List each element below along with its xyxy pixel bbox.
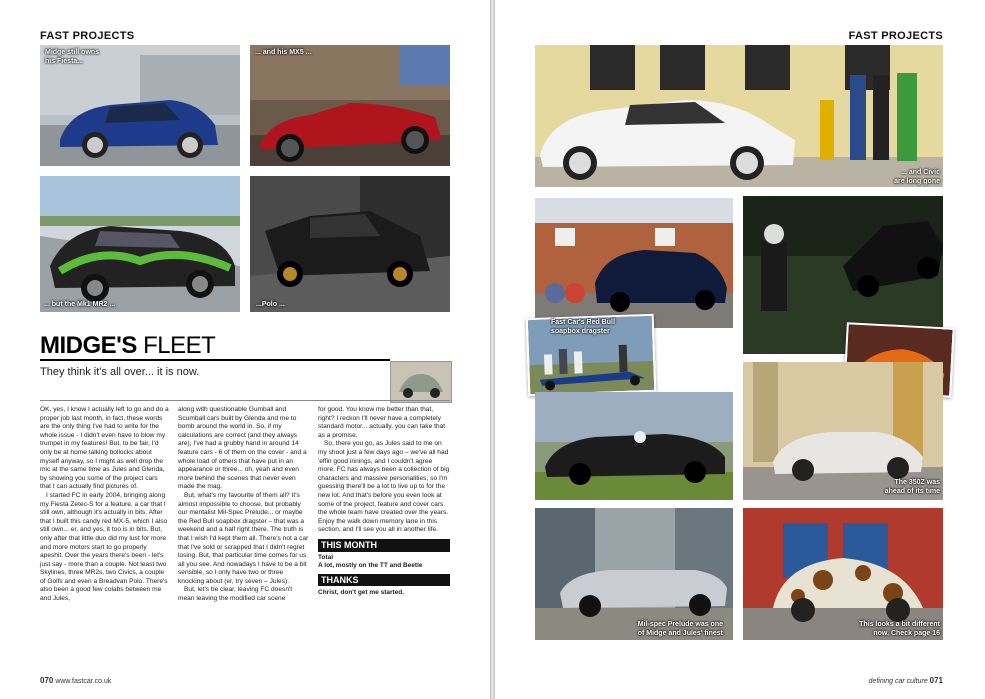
350z-caption: The 350Z was ahead of its time <box>884 479 940 495</box>
beetle-caption: This looks a bit different now. Check page 16 <box>859 621 940 637</box>
page-number-left: 070 <box>40 676 54 685</box>
impreza-photo <box>535 392 733 500</box>
left-page <box>0 0 490 699</box>
this-month-text: A lot, mostly on the TT and Beetle <box>318 561 423 569</box>
mx5-photo <box>250 45 450 166</box>
soapbox-caption: Fast Car's Red Bull soapbox dragster <box>551 319 615 335</box>
folio-right <box>869 676 943 685</box>
section-label-right: FAST PROJECTS <box>848 30 943 42</box>
article-column-1 <box>40 406 170 604</box>
col1-paragraph-1: OK, yes, I know I actually left to go and do a proper job last month, in fact, these words are the only thing I've had to write for the whole issue - I didn't even have to blow my trumpet in my features! But, to be fair, I'd only be at home talking bollocks about myself anyway, so I might as well drop the mic at the same time as Jules and Glenda, by showing you some of the project cars that I can actually find pictures of. <box>40 406 169 491</box>
civic-photo <box>535 45 943 187</box>
article-column-3 <box>318 406 450 597</box>
title-rule <box>40 359 390 361</box>
fiesta-caption: Midge still owns his Fiesta... <box>45 49 100 65</box>
thanks-heading: THANKS <box>318 574 450 587</box>
mr2-photo <box>40 176 240 312</box>
civic-caption: ... and Civic are long gone <box>894 169 940 185</box>
beetle-thumbnail <box>390 361 452 403</box>
section-label-left: FAST PROJECTS <box>40 30 135 42</box>
article-column-2 <box>178 406 310 604</box>
thanks-text: Christ, don't get me started. <box>318 589 405 597</box>
prelude-caption: Mil-spec Prelude was one of Midge and Jules' finest <box>637 621 723 637</box>
polo-photo <box>250 176 450 312</box>
website-url: www.fastcar.co.uk <box>55 678 112 685</box>
col2-paragraph-3: But, let's be clear, leaving FC doesn't mean leaving the modified car scene <box>178 586 293 603</box>
right-page <box>495 0 985 699</box>
col1-paragraph-2: I started FC in early 2004, bringing along my Fiesta Zetec-S for a feature, a car that I still own, although it's actually in bits. After that I built this candy red MX-5, which I also still own... er, and yes, it too is in bits. But, only after that little duo did my lust for more and more motors start to go properly apeshit. Over the years there's been - let's just say - more than a couple. Not least two Skylines, three MR2s, two Civics, a couple of Golfs and even a Breadvan Polo. There's also been a good few colabs between me and Jules, <box>40 491 168 603</box>
mr2-caption: ... but the Mk1 MR2 ... <box>44 301 116 308</box>
mx5-caption: ... and his MX5 ... <box>255 49 312 56</box>
col3-paragraph-2: So, there you go, as Jules said to me on my shoot just a few days ago – we've all had 'effin good innings, and I couldn't agree more. FC has always been a collection of big characters and massive personalities, so I'm guessing there'll be a lot to live up to for the new lot. And that's before you even look at some of the project, feature and cover cars the whole team have created over the years. Enjoy the walk down memory lane in this section, and I'll see you all in another life. <box>318 440 450 534</box>
standfirst-rule <box>40 400 450 401</box>
col2-paragraph-1: along with questionable Gumball and Scumball cars built by Glenda and me to bomb around the world in. So, if my calculations are correct (and they always are), I've had a grubby hand in around 14 feature cars - 6 of them on the cover - and a whole load of others that have put in an appearance or three... oh, yeah and even more behind the scenes that never even made the mag. <box>178 406 307 491</box>
tagline: defining car culture <box>868 678 928 685</box>
street-polo-photo <box>535 198 733 328</box>
folio-left <box>40 676 111 685</box>
col2-paragraph-2: But, what's my favourite of them all? It's almost impossible to choose, but probably our mentalist Mil-Spec Prelude... or maybe the Red Bull soapbox dragster – that was a weekend and a half right there. The truth is that I wish I'd kept them all. There's not a car that I've sold or scrapped that I didn't regret losing. But, that particular time comes for us all you see. And nowadays I have to be a bit sensible, so I only have two or three knocking about (er, try seven – Jules). <box>178 491 309 585</box>
polo-caption: ...Polo ... <box>256 301 285 308</box>
this-month-label: Total <box>318 553 334 561</box>
page-number-right: 071 <box>929 676 943 685</box>
article-title <box>40 333 215 359</box>
title-bold: MIDGE'S <box>40 332 137 359</box>
col3-paragraph-1: for good. You know me better than that, right? I reckon I'll never have a completely standard motor... actually, you can take that as a promise. <box>318 406 446 439</box>
standfirst: They think it's all over... it is now. <box>40 366 200 378</box>
this-month-heading: THIS MONTH <box>318 539 450 552</box>
title-light: FLEET <box>143 332 216 359</box>
